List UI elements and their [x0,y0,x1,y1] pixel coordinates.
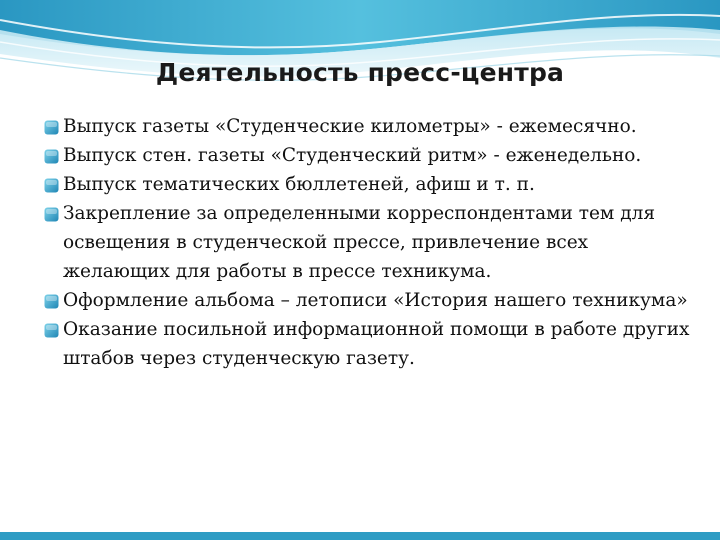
list-item-text: Выпуск стен. газеты «Студенческий ритм» - еженедельно. [63,145,642,166]
list-item-text: Выпуск тематических бюллетеней, афиш и т. п. [63,174,535,195]
list-item-text: Оформление альбома – летописи «История нашего техникума» [63,290,688,311]
list-item-text: Выпуск газеты «Студенческие километры» - ежемесячно. [63,116,637,137]
list-item-text: Оказание посильной информационной помощи в работе других штабов через студенческую газету. [63,319,690,369]
checkbox-bullet-icon [44,120,59,135]
list-item [44,286,694,315]
slide-title: Деятельность пресс-центра [155,58,565,87]
top-wave-banner [0,0,720,110]
list-item [44,141,694,170]
checkbox-bullet-icon [44,294,59,309]
checkbox-bullet-icon [44,178,59,193]
list-item [44,199,694,286]
list-item-text: Закрепление за определенными корреспондентами тем для освещения в студенческой прессе, привлечение всех желающих для работы в прессе техникума. [63,203,656,282]
list-item [44,170,694,199]
bottom-accent-bar [0,532,720,540]
checkbox-bullet-icon [44,323,59,338]
bullet-list [44,112,694,373]
list-item [44,112,694,141]
checkbox-bullet-icon [44,207,59,222]
checkbox-bullet-icon [44,149,59,164]
list-item [44,315,694,373]
